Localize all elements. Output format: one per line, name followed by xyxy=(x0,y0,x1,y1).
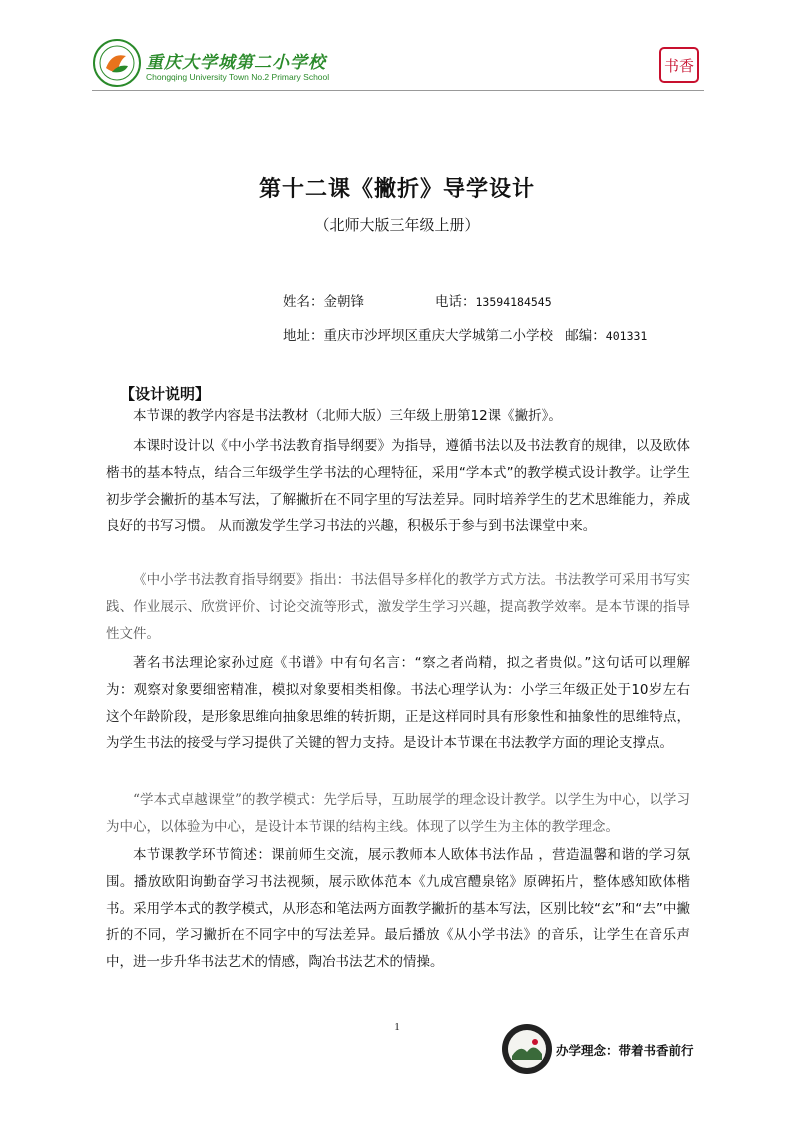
calligraphy-seal-icon xyxy=(658,46,700,84)
paragraph: 本节课教学环节简述：课前师生交流，展示教师本人欧体书法作品 ，营造温馨和谐的学习氛围。播放欧阳询勤奋学习书法视频，展示欧体范本《九成宫醴泉铭》原碑拓片，整体感知欧体楷书。采用学本式的教学模式，从形态和笔法两方面教学撇折的基本写法，区别比较“玄”和“去”中撇折的不同，学习撇折在不同字中的写法差异。最后播放《从小学书法》的音乐，让学生在音乐声中，进一步升华书法艺术的情感，陶冶书法艺术的情操。 xyxy=(106,847,690,971)
phone-label: 电话： xyxy=(435,294,476,310)
paragraph: 本课时设计以《中小学书法教育指导纲要》为指导，遵循书法以及书法教育的规律，以及欧体楷书的基本特点，结合三年级学生学书法的心理特征，采用“学本式”的教学模式设计教学。让学生初步学会撇折的基本写法，了解撇折在不同字里的写法差异。同时培养学生的艺术思维能力，养成良好的书写习惯。 从而激发学生学习书法的兴趣，积极乐于参与到书法课堂中来。 xyxy=(106,438,690,535)
address-value: 重庆市沙坪坝区重庆大学城第二小学校 xyxy=(323,328,553,344)
phone-number: 13594184545 xyxy=(475,295,552,309)
paragraph: “学本式卓越课堂”的教学模式：先学后导，互助展学的理念设计教学。以学生为中心，以学习为中心，以体验为中心，是设计本节课的结构主线。体现了以学生为主体的教学理念。 xyxy=(106,792,690,835)
school-motto: 办学理念：带着书香前行 xyxy=(556,1043,694,1058)
address-label: 地址： xyxy=(283,328,324,344)
name-label: 姓名： xyxy=(283,294,324,310)
school-logo-icon xyxy=(92,38,142,88)
name-field xyxy=(283,290,364,310)
page-number: 1 xyxy=(394,1021,400,1033)
page-title: 第十二课《撇折》导学设计 xyxy=(258,177,535,202)
phone-field xyxy=(435,290,552,310)
seal-text: 书香 xyxy=(663,57,695,75)
paragraph: 本节课的教学内容是书法教材（北师大版）三年级上册第12课《撇折》。 xyxy=(133,408,562,424)
zip-label: 邮编： xyxy=(565,328,606,344)
school-name-en: Chongqing University Town No.2 Primary School xyxy=(146,72,330,82)
author-name: 金朝锋 xyxy=(323,294,364,310)
section-title: 【设计说明】 xyxy=(120,385,211,403)
footer-emblem-icon xyxy=(500,1022,554,1076)
school-name-cn: 重庆大学城第二小学校 xyxy=(146,53,326,73)
page-header xyxy=(0,0,794,130)
paragraph: 《中小学书法教育指导纲要》指出：书法倡导多样化的教学方式方法。书法教学可采用书写实践、作业展示、欣赏评价、讨论交流等形式，激发学生学习兴趣，提高教学效率。是本节课的指导性文件。 xyxy=(106,572,690,642)
page-subtitle: （北师大版三年级上册） xyxy=(314,216,480,234)
zip-value: 401331 xyxy=(605,329,648,343)
header-divider xyxy=(92,90,704,91)
address-field xyxy=(283,324,647,344)
paragraph: 著名书法理论家孙过庭《书谱》中有句名言：“察之者尚精，拟之者贵似。”这句话可以理解为：观察对象要细密精准，模拟对象要相类相像。书法心理学认为：小学三年级正处于10岁左右这个年龄阶段，是形象思维向抽象思维的转折期，正是这样同时具有形象性和抽象性的思维特点，为学生书法的接受与学习提供了关键的智力支持。是设计本节课在书法教学方面的理论支撑点。 xyxy=(106,655,690,752)
